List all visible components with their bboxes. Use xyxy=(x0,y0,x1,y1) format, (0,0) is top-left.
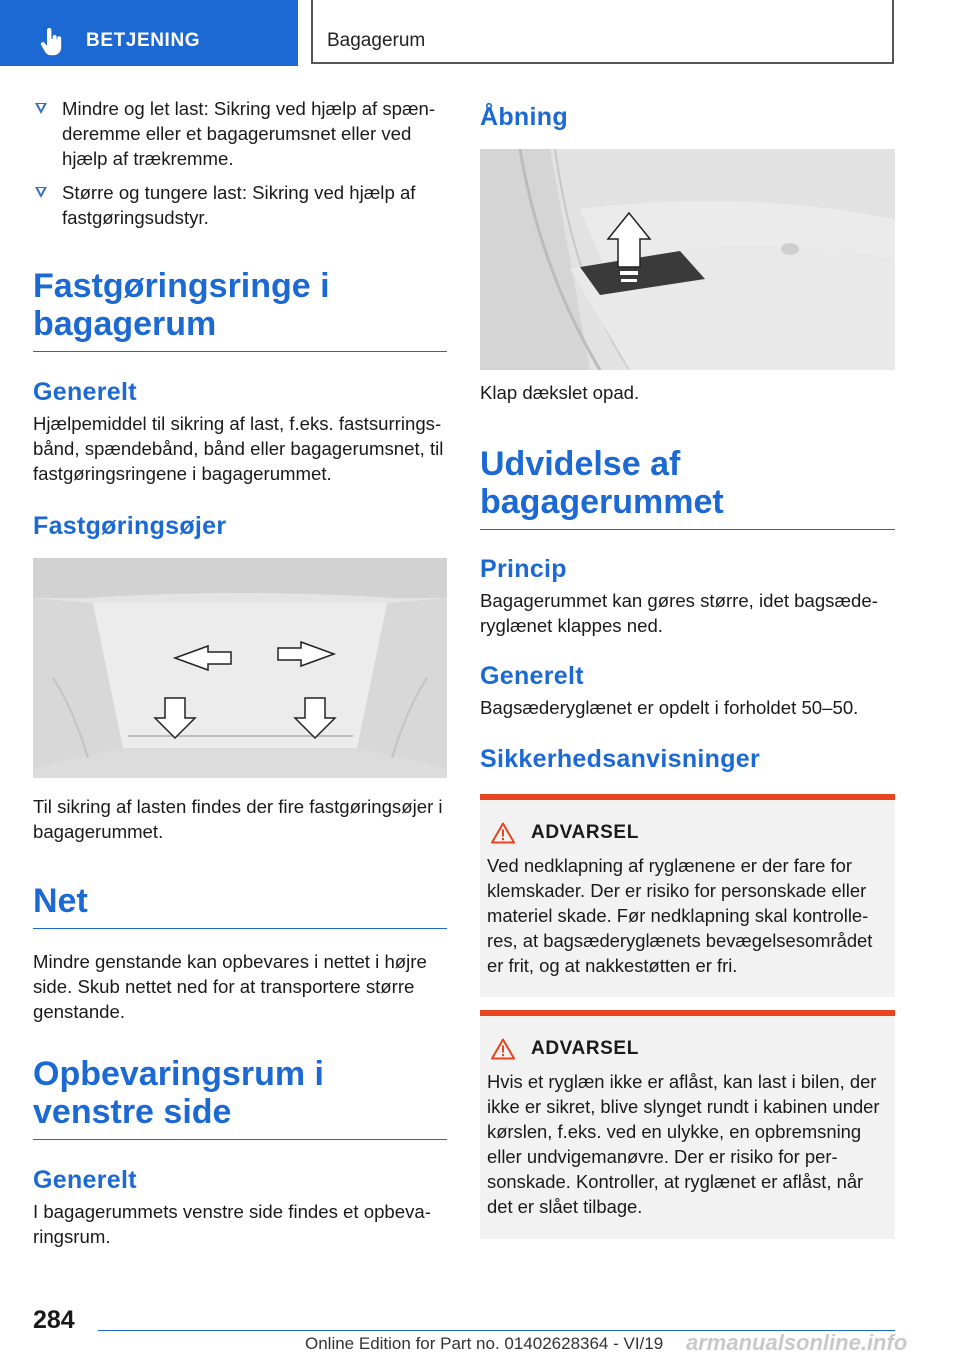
warning-header xyxy=(487,822,886,844)
bullet-list xyxy=(33,96,447,230)
page-number: 284 xyxy=(33,1306,75,1334)
trunk-eyes-image xyxy=(33,558,447,778)
heading-net: Net xyxy=(33,882,88,920)
heading-principle: Princip xyxy=(480,555,567,583)
paragraph-general-right: Bagsæderyglænet er opdelt i forholdet 50–50. xyxy=(480,697,859,718)
heading-opening: Åbning xyxy=(480,103,568,131)
paragraph-net: Mindre genstande kan opbevares i nettet i højre side. Skub nettet ned for at transportere større genstande. xyxy=(33,951,427,1022)
list-item-text: Mindre og let last: Sikring ved hjælp af spænderemme eller et bagagerumsnet eller ved hjælp af trækremme. xyxy=(62,98,436,169)
heading-expand-block xyxy=(480,445,895,530)
list-item-text: Større og tungere last: Sikring ved hjælp af fastgøringsudstyr. xyxy=(62,182,416,228)
paragraph-principle: Bagagerummet kan gøres større, idet bagsæderyglænet klappes ned. xyxy=(480,590,878,636)
list-item xyxy=(33,180,447,230)
heading-eyes: Fastgøringsøjer xyxy=(33,512,227,540)
warning-text: Ved nedklapning af ryglænene er der fare for klemskader. Der er risiko for personskade eller materiel skade. Før nedklapning skal kontrolleres, at bagsæderyglænets bevægelsesområdet er frit, og at nakkestøtten er fri. xyxy=(487,855,873,976)
paragraph-storage: I bagagerummets venstre side findes et opbevaringsrum. xyxy=(33,1201,431,1247)
bullet-triangle-icon xyxy=(35,103,47,114)
heading-general-right: Generelt xyxy=(480,662,584,690)
heading-storage-block xyxy=(33,1055,447,1140)
heading-general: Generelt xyxy=(33,378,137,406)
bullet-triangle-icon xyxy=(35,187,47,198)
heading-safety: Sikkerhedsanvisninger xyxy=(480,745,761,773)
list-item xyxy=(33,96,447,171)
chapter-label: BETJENING xyxy=(86,30,201,51)
watermark-site: armanualsonline.info xyxy=(686,1330,908,1355)
edition-text: Online Edition for Part no. 01402628364 - VI/19 xyxy=(305,1334,664,1353)
caption-opening: Klap dækslet opad. xyxy=(480,382,640,403)
heading-rings: Fastgøringsringe i bagagerum xyxy=(33,267,330,343)
hand-pointer-icon xyxy=(40,28,64,56)
warning-title: ADVARSEL xyxy=(531,822,639,843)
section-label: Bagagerum xyxy=(327,30,426,51)
heading-expand: Udvidelse af bagagerummet xyxy=(480,445,724,521)
caption-eyes: Til sikring af lasten findes der fire fastgøringsøjer i bagagerummet. xyxy=(33,796,443,842)
warning-title: ADVARSEL xyxy=(531,1038,639,1059)
page-header xyxy=(0,0,960,66)
page-footer xyxy=(0,1290,960,1362)
warning-box-2 xyxy=(480,1010,895,1239)
left-column xyxy=(33,96,447,1249)
warning-triangle-icon xyxy=(491,1038,515,1060)
section-tab[interactable] xyxy=(311,0,894,64)
storage-cover-image xyxy=(480,149,895,370)
right-column xyxy=(480,96,895,1239)
warning-triangle-icon xyxy=(491,822,515,844)
warning-header xyxy=(487,1038,886,1060)
heading-storage: Opbevaringsrum i venstre side xyxy=(33,1055,324,1131)
heading-general-storage: Generelt xyxy=(33,1166,137,1194)
warning-box-1 xyxy=(480,794,895,997)
paragraph-general: Hjælpemiddel til sikring af last, f.eks. fastsurringsbånd, spændebånd, bånd eller bagagerumsnet, til fastgøringsringene i bagagerummet. xyxy=(33,413,444,484)
chapter-tab[interactable] xyxy=(0,0,298,66)
heading-net-block xyxy=(33,882,447,929)
warning-text: Hvis et ryglæn ikke er aflåst, kan last i bilen, der ikke er sikret, blive slynget rundt i kabinen under kørslen, f.eks. ved en ulykke, en opbremsning eller undvigemanøvre. Der er risiko for personskade. Kontroller, at ryglænet er aflåst, når det er slået tilbage. xyxy=(487,1071,880,1217)
heading-rings-block xyxy=(33,267,447,352)
